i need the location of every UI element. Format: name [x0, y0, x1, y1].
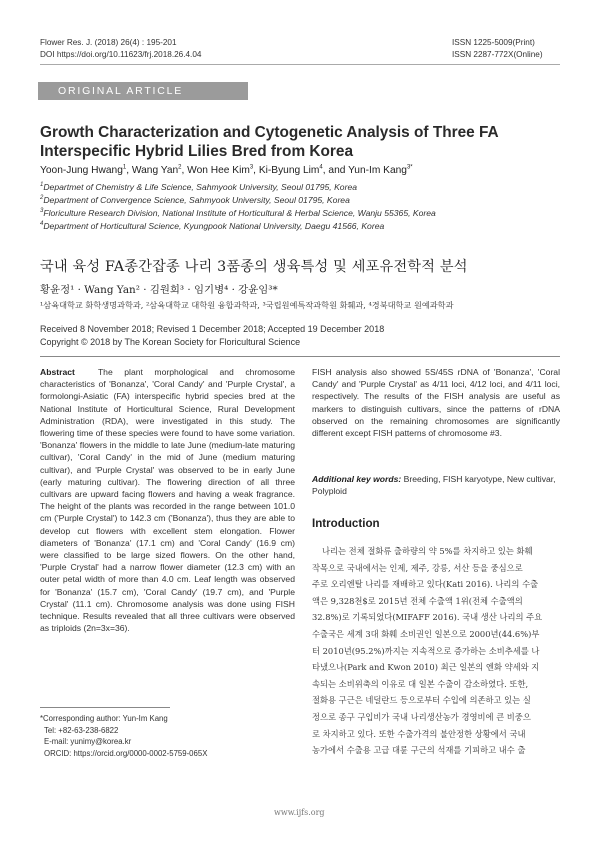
keywords	[312, 473, 560, 497]
footnote	[40, 713, 207, 759]
author-sup: 1	[122, 164, 127, 171]
abstract-continued: FISH analysis also showed 5S/45S rDNA of 'Bonanza', 'Coral Candy' and 'Purple Crystal' as 4/11 loci, 4/12 loci, and 4/11 loci, respectively. The results of the FISH analysis are useful as markers to distinguish cultivars, since the patterns of rDNA observed on the remaining chromosomes are significantly different except FISH patterns of chromosome #3.	[312, 367, 560, 439]
affil-text: Departmet of Chemistry & Life Science, Sahmyook University, Seoul 01795, Korea	[43, 182, 358, 192]
author-name: , and Yun-Im Kang	[322, 165, 407, 176]
received-dates: Received 8 November 2018; Revised 1 December 2018; Accepted 19 December 2018	[40, 324, 385, 334]
paper-title: Growth Characterization and Cytogenetic Analysis of Three FA Interspecific Hybrid Lilies Bred from Korea	[40, 124, 499, 160]
footnote-rule	[40, 707, 170, 708]
author-name: , Won Hee Kim	[181, 165, 250, 176]
affiliation	[40, 181, 357, 193]
intro-line: 액은 9,328천$로 2015년 전체 수출액 1위(전체 수출액의	[312, 595, 523, 606]
author-name: , Ki-Byung Lim	[253, 165, 320, 176]
header-rule	[40, 64, 560, 65]
author-list	[40, 165, 413, 176]
intro-line: 터 2010년(95.2%)까지는 지속적으로 증가하는 소비추세를 나	[312, 645, 540, 656]
intro-line: 타냈으나(Park and Kwon 2010) 최근 일본의 엔화 약세와 지	[312, 662, 540, 673]
keywords-label: Additional key words:	[312, 474, 402, 484]
intro-line: 주로 오리엔탈 나리를 재배하고 있다(Kati 2016). 나리의 수출	[312, 579, 539, 590]
author-sup: 3*	[406, 164, 413, 171]
korean-affiliations: ¹삼육대학교 화학생명과학과, ²삼육대학교 대학원 융합과학과, ³국립원예특작과학원 화훼과, ⁴경북대학교 원예과학과	[40, 300, 454, 310]
intro-line: 수출국은 세계 3대 화훼 소비권인 일본으로 2000년(44.6%)부	[312, 628, 540, 639]
intro-line: 농가에서 수출용 고급 대륜 구근의 석재를 기피하고 내수 출	[312, 745, 526, 756]
intro-line: 절화용 구근은 네덜란드 등으로부터 수입에 의존하고 있는 실	[312, 695, 531, 706]
intro-line: 나리는 전체 절화류 출하량의 약 5%를 차지하고 있는 화훼	[322, 546, 533, 556]
affil-text: Floriculture Research Division, National Institute of Horticultural & Herbal Science, Wanju 55365, Korea	[43, 208, 436, 218]
intro-body	[312, 543, 560, 759]
journal-citation: Flower Res. J. (2018) 26(4) : 195-201	[40, 38, 177, 47]
affil-sup: 4	[40, 221, 44, 228]
doi-link[interactable]: DOI https://doi.org/10.11623/frj.2018.26.4.04	[40, 50, 202, 59]
author-sup: 2	[178, 164, 182, 171]
affiliation	[40, 194, 350, 206]
copyright-line: Copyright © 2018 by The Korean Society for Floricultural Science	[40, 336, 301, 347]
intro-line: 정으로 종구 구입비가 국내 나리생산농가 경영비에 큰 비중으	[312, 711, 531, 722]
orcid-link[interactable]: ORCID: https://orcid.org/0000-0002-5759-065X	[44, 748, 208, 758]
korean-authors: 황윤정¹ · Wang Yan² · 김원희³ · 임기병⁴ · 강윤임³*	[40, 284, 278, 296]
author-name: Yoon-Jung Hwang	[40, 165, 123, 176]
author-sup: 4	[319, 164, 323, 171]
intro-line: 속되는 소비위축의 이유로 대 일본 수출이 감소하였다. 또한,	[312, 678, 529, 689]
korean-title: 국내 육성 FA종간잡종 나리 3품종의 생육특성 및 세포유전학적 분석	[40, 259, 468, 275]
author-name: , Wang Yan	[126, 165, 179, 176]
affil-text: Department of Convergence Science, Sahmyook University, Seoul 01795, Korea	[43, 195, 350, 205]
section-rule	[40, 356, 560, 357]
abstract-text: The plant morphological and chromosome characteristics of 'Bonanza', 'Coral Candy' and 'Purple Crystal', a formolongi-Asiatic (FA) interspecific hybrid species bred at the National Institute of Horticultural Science, Rural Development Administration (RDA), were investigated in this study. The flowering time of these species were found to have some variation. 'Bonanza' flowers in the middle to late June (medium-late maturing cultivar), 'Coral Candy' in the mid of June (medium maturing cultivar), and 'Purple Crystal' was observed to be in early June (early maturing cultivar). The flowering direction of all three cultivars are upward facing flowers and having a weak fragrance. The height of the plants was recorded in the range between 101.0 cm ('Purple Crystal') to 142.3 cm ('Bonanza'), thus they are able to develop cut flowers with excellent stem elongation. Flower diameters of 'Bonanza' (17.1 cm) and 'Coral Candy' (16.9 cm) were classified to be large sized flowers. On the other hand, 'Purple Crystal' had a narrow flower diameter (12.3 cm) with an outer petal width of more than 4.0 cm. Leaf length was observed for 'Bonanza' (15.7 cm), 'Coral Candy' (19.7 cm), and 'Purple Crystal' (11.1 cm). Chromosome analysis was done using FISH technique. Results revealed that all three cultivars were observed as triploids (2n=3x=36).	[40, 367, 295, 634]
author-sup: 3	[249, 164, 254, 171]
affil-sup: 2	[40, 195, 44, 202]
affil-sup: 1	[40, 182, 44, 189]
issn-online: ISSN 2287-772X(Online)	[452, 50, 543, 59]
intro-line: 로 차지하고 있다. 또한 수출가격의 불안정한 상황에서 국내	[312, 728, 526, 739]
abstract-label: Abstract	[40, 367, 75, 377]
intro-line: 32.8%)로 기록되었다(MIFAFF 2016). 국내 생산 나리의 주요	[312, 612, 543, 623]
intro-heading: Introduction	[312, 517, 380, 530]
abstract	[40, 366, 295, 698]
section-tag-label: ORIGINAL ARTICLE	[58, 85, 184, 97]
phone: Tel: +82-63-238-6822	[44, 725, 119, 735]
affiliation	[40, 207, 436, 219]
section-tag	[38, 82, 248, 100]
keywords-text: Breeding, FISH karyotype, New cultivar, Polyploid	[312, 474, 556, 497]
corresponding-author: *Corresponding author: Yun-Im Kang	[40, 714, 168, 723]
affiliation	[40, 220, 384, 232]
affil-sup: 3	[40, 208, 44, 215]
footer-url[interactable]: www.ijfs.org	[274, 808, 325, 817]
intro-line: 작목으로 국내에서는 인제, 제주, 강릉, 서산 등을 중심으로	[312, 562, 523, 573]
issn-print: ISSN 1225-5009(Print)	[452, 38, 535, 47]
dates-block	[40, 323, 384, 348]
email-link[interactable]: E-mail: yunimy@korea.kr	[44, 737, 132, 746]
affil-text: Department of Horticultural Science, Kyungpook National University, Daegu 41566, Korea	[43, 221, 385, 231]
